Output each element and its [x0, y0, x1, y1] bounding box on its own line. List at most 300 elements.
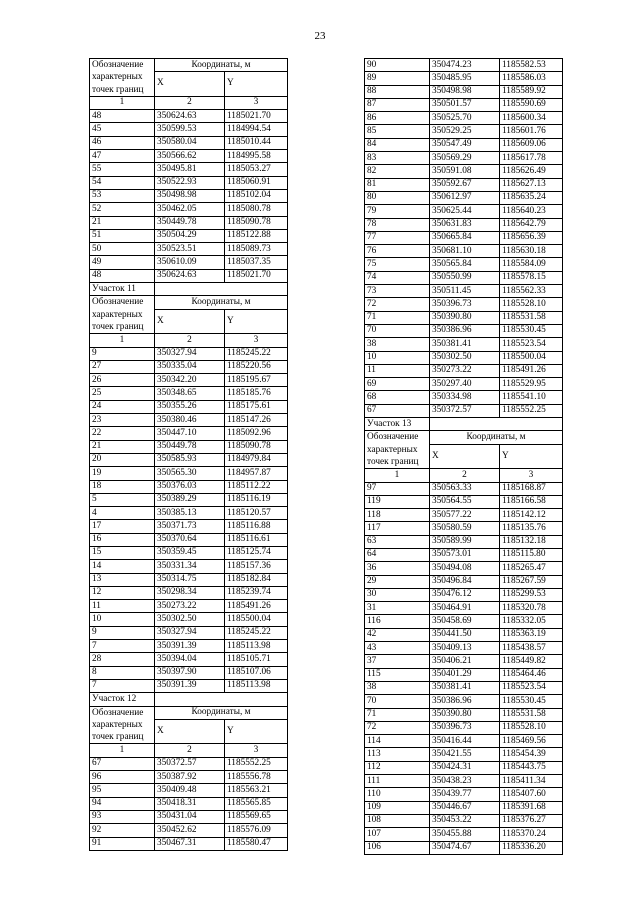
designation-header — [365, 431, 430, 469]
y-coordinate-cell: 1185562.33 — [500, 285, 563, 298]
x-coordinate-cell: 350409.13 — [430, 642, 500, 655]
x-coordinate-cell: 350504.29 — [155, 229, 225, 242]
y-coordinate-cell: 1184957.87 — [225, 467, 288, 480]
y-coordinate-cell: 1185053.27 — [225, 163, 288, 176]
designation-header — [90, 706, 155, 744]
point-number-cell: 91 — [90, 837, 155, 850]
table-row — [90, 229, 288, 242]
point-number-cell: 48 — [90, 110, 155, 123]
y-coordinate-cell: 1185245.22 — [225, 626, 288, 639]
header-row — [90, 296, 288, 309]
point-number-cell: 68 — [365, 391, 430, 404]
y-coordinate-cell: 1185168.87 — [500, 482, 563, 495]
point-number-cell: 47 — [90, 150, 155, 163]
column-number: 3 — [225, 744, 288, 757]
x-coordinate-cell: 350390.80 — [430, 708, 500, 721]
section-title: Участок 12 — [90, 693, 155, 706]
page-number: 23 — [314, 30, 326, 42]
y-coordinate-cell: 1185580.47 — [225, 837, 288, 850]
table-row — [365, 801, 563, 814]
x-coordinate-cell: 350496.84 — [430, 575, 500, 588]
y-coordinate-cell: 1185454.39 — [500, 748, 563, 761]
x-header: X — [155, 72, 225, 97]
designation-header-line: точек границ — [367, 456, 419, 467]
x-coordinate-cell: 350610.09 — [155, 256, 225, 269]
y-coordinate-cell: 1185500.04 — [225, 613, 288, 626]
x-coordinate-cell: 350665.84 — [430, 231, 500, 244]
table-row — [90, 493, 288, 506]
table-row — [365, 311, 563, 324]
point-number-cell: 46 — [90, 136, 155, 149]
y-coordinate-cell: 1185552.25 — [225, 757, 288, 770]
y-coordinate-cell: 1185135.76 — [500, 522, 563, 535]
table-row — [90, 243, 288, 256]
y-coordinate-cell: 1185182.84 — [225, 573, 288, 586]
x-coordinate-cell: 350458.69 — [430, 615, 500, 628]
x-coordinate-cell: 350498.98 — [430, 85, 500, 98]
x-coordinate-cell: 350421.55 — [430, 748, 500, 761]
point-number-cell: 73 — [365, 285, 430, 298]
y-coordinate-cell: 1185635.24 — [500, 191, 563, 204]
x-coordinate-cell: 350381.41 — [430, 681, 500, 694]
y-coordinate-cell: 1185627.13 — [500, 178, 563, 191]
coordinates-header: Координаты, м — [155, 706, 288, 719]
point-number-cell: 13 — [90, 573, 155, 586]
point-number-cell: 25 — [90, 387, 155, 400]
table-row — [90, 150, 288, 163]
y-coordinate-cell: 1185530.45 — [500, 695, 563, 708]
table-row — [90, 400, 288, 413]
table-row — [365, 748, 563, 761]
x-coordinate-cell: 350441.50 — [430, 628, 500, 641]
x-coordinate-cell: 350406.21 — [430, 655, 500, 668]
x-coordinate-cell: 350396.73 — [430, 721, 500, 734]
point-number-cell: 115 — [365, 668, 430, 681]
y-coordinate-cell: 1185116.19 — [225, 493, 288, 506]
y-coordinate-cell: 1185185.76 — [225, 387, 288, 400]
table-row — [90, 520, 288, 533]
table-row — [365, 152, 563, 165]
x-header: X — [155, 309, 225, 334]
x-coordinate-cell: 350348.65 — [155, 387, 225, 400]
designation-header-line: Обозначение — [92, 60, 144, 70]
column-number: 3 — [225, 96, 288, 109]
y-coordinate-cell: 1185147.26 — [225, 414, 288, 427]
y-coordinate-cell: 1185115.80 — [500, 548, 563, 561]
table-row — [90, 653, 288, 666]
y-coordinate-cell: 1185102.04 — [225, 189, 288, 202]
y-coordinate-cell: 1185080.78 — [225, 203, 288, 216]
table-row — [90, 176, 288, 189]
x-coordinate-cell: 350563.33 — [430, 482, 500, 495]
x-coordinate-cell: 350372.57 — [430, 404, 500, 417]
section-title: Участок 13 — [365, 418, 430, 431]
table-row — [90, 679, 288, 692]
point-number-cell: 70 — [365, 324, 430, 337]
y-coordinate-cell: 1184994.54 — [225, 123, 288, 136]
y-coordinate-cell: 1185443.75 — [500, 761, 563, 774]
header-row — [90, 706, 288, 719]
table-row — [365, 788, 563, 801]
section-row — [90, 283, 288, 296]
section-row — [365, 418, 563, 431]
point-number-cell: 118 — [365, 509, 430, 522]
table-row — [90, 123, 288, 136]
table-row — [365, 814, 563, 827]
y-coordinate-cell: 1185265.47 — [500, 562, 563, 575]
point-number-cell: 19 — [90, 467, 155, 480]
section-empty-cell — [430, 418, 563, 431]
y-coordinate-cell: 1184995.58 — [225, 150, 288, 163]
table-row — [365, 841, 563, 854]
x-coordinate-cell: 350370.64 — [155, 533, 225, 546]
point-number-cell: 17 — [90, 520, 155, 533]
table-row — [365, 324, 563, 337]
x-coordinate-cell: 350389.29 — [155, 493, 225, 506]
x-header: X — [155, 719, 225, 744]
column-number: 2 — [155, 96, 225, 109]
table-row — [90, 757, 288, 770]
x-coordinate-cell: 350462.05 — [155, 203, 225, 216]
designation-header — [90, 59, 155, 97]
table-row — [365, 602, 563, 615]
x-coordinate-cell: 350599.53 — [155, 123, 225, 136]
point-number-cell: 112 — [365, 761, 430, 774]
table-row — [90, 374, 288, 387]
y-coordinate-cell: 1185267.59 — [500, 575, 563, 588]
y-coordinate-cell: 1185125.74 — [225, 546, 288, 559]
table-row — [90, 533, 288, 546]
x-coordinate-cell: 350612.97 — [430, 191, 500, 204]
x-coordinate-cell: 350452.62 — [155, 824, 225, 837]
x-coordinate-cell: 350391.39 — [155, 640, 225, 653]
point-number-cell: 11 — [365, 364, 430, 377]
x-coordinate-cell: 350416.44 — [430, 735, 500, 748]
point-number-cell: 108 — [365, 814, 430, 827]
x-coordinate-cell: 350327.94 — [155, 347, 225, 360]
point-number-cell: 53 — [90, 189, 155, 202]
header-row — [365, 431, 563, 444]
point-number-cell: 38 — [365, 338, 430, 351]
x-coordinate-cell: 350297.40 — [430, 378, 500, 391]
point-number-cell: 7 — [90, 640, 155, 653]
table-row — [90, 216, 288, 229]
point-number-cell: 20 — [90, 453, 155, 466]
y-coordinate-cell: 1185391.68 — [500, 801, 563, 814]
y-coordinate-cell: 1185299.53 — [500, 588, 563, 601]
table-row — [365, 351, 563, 364]
table-row — [365, 231, 563, 244]
x-coordinate-cell: 350449.78 — [155, 440, 225, 453]
y-coordinate-cell: 1185370.24 — [500, 828, 563, 841]
x-coordinate-cell: 350447.10 — [155, 427, 225, 440]
point-number-cell: 26 — [90, 374, 155, 387]
table-row — [365, 165, 563, 178]
y-coordinate-cell: 1185541.10 — [500, 391, 563, 404]
table-row — [365, 615, 563, 628]
point-number-cell: 69 — [365, 378, 430, 391]
point-number-cell: 92 — [90, 824, 155, 837]
y-coordinate-cell: 1185220.56 — [225, 360, 288, 373]
x-coordinate-cell: 350580.04 — [155, 136, 225, 149]
point-number-cell: 38 — [365, 681, 430, 694]
y-header: Y — [225, 309, 288, 334]
table-row — [90, 467, 288, 480]
x-coordinate-cell: 350327.94 — [155, 626, 225, 639]
point-number-cell: 82 — [365, 165, 430, 178]
y-coordinate-cell: 1185630.18 — [500, 245, 563, 258]
point-number-cell: 23 — [90, 414, 155, 427]
table-row — [365, 258, 563, 271]
point-number-cell: 109 — [365, 801, 430, 814]
table-row — [90, 360, 288, 373]
table-row — [365, 495, 563, 508]
designation-header-line: характерных — [92, 309, 143, 320]
y-coordinate-cell: 1185332.05 — [500, 615, 563, 628]
x-coordinate-cell: 350446.67 — [430, 801, 500, 814]
x-coordinate-cell: 350342.20 — [155, 374, 225, 387]
table-row — [90, 480, 288, 493]
x-coordinate-cell: 350547.49 — [430, 138, 500, 151]
designation-header-line: Обозначение — [92, 707, 144, 718]
y-coordinate-cell: 1185552.25 — [500, 404, 563, 417]
point-number-cell: 21 — [90, 440, 155, 453]
point-number-cell: 119 — [365, 495, 430, 508]
x-coordinate-cell: 350585.93 — [155, 453, 225, 466]
header-row — [90, 59, 288, 72]
y-coordinate-cell: 1185578.15 — [500, 271, 563, 284]
y-coordinate-cell: 1185407.60 — [500, 788, 563, 801]
table-row — [365, 775, 563, 788]
y-coordinate-cell: 1185336.20 — [500, 841, 563, 854]
x-coordinate-cell: 350501.57 — [430, 98, 500, 111]
x-coordinate-cell: 350565.30 — [155, 467, 225, 480]
x-coordinate-cell: 350355.26 — [155, 400, 225, 413]
y-coordinate-cell: 1185105.71 — [225, 653, 288, 666]
y-coordinate-cell: 1185600.34 — [500, 112, 563, 125]
table-row — [365, 364, 563, 377]
x-coordinate-cell: 350359.45 — [155, 546, 225, 559]
y-coordinate-cell: 1185529.95 — [500, 378, 563, 391]
x-coordinate-cell: 350529.25 — [430, 125, 500, 138]
table-row — [90, 256, 288, 269]
y-coordinate-cell: 1185589.92 — [500, 85, 563, 98]
y-coordinate-cell: 1185411.34 — [500, 775, 563, 788]
x-header: X — [430, 444, 500, 469]
x-coordinate-cell: 350485.95 — [430, 72, 500, 85]
x-coordinate-cell: 350335.04 — [155, 360, 225, 373]
table-row — [365, 85, 563, 98]
y-coordinate-cell: 1185037.35 — [225, 256, 288, 269]
table-row — [365, 404, 563, 417]
table-row — [90, 586, 288, 599]
point-number-cell: 42 — [365, 628, 430, 641]
x-coordinate-cell: 350522.93 — [155, 176, 225, 189]
y-header: Y — [500, 444, 563, 469]
x-coordinate-cell: 350525.70 — [430, 112, 500, 125]
point-number-cell: 31 — [365, 602, 430, 615]
x-coordinate-cell: 350577.22 — [430, 509, 500, 522]
designation-header-line: Обозначение — [367, 432, 419, 443]
column-number: 3 — [500, 469, 563, 482]
x-coordinate-cell: 350431.04 — [155, 810, 225, 823]
x-coordinate-cell: 350401.29 — [430, 668, 500, 681]
table-row — [365, 338, 563, 351]
point-number-cell: 75 — [365, 258, 430, 271]
point-number-cell: 89 — [365, 72, 430, 85]
table-row — [365, 509, 563, 522]
x-coordinate-cell: 350394.04 — [155, 653, 225, 666]
table-row — [365, 391, 563, 404]
point-number-cell: 24 — [90, 400, 155, 413]
x-coordinate-cell: 350397.90 — [155, 666, 225, 679]
y-coordinate-cell: 1185584.09 — [500, 258, 563, 271]
table-row — [365, 588, 563, 601]
point-number-cell: 111 — [365, 775, 430, 788]
table-row — [90, 136, 288, 149]
y-coordinate-cell: 1185112.22 — [225, 480, 288, 493]
designation-header-line: характерных — [92, 72, 143, 83]
table-row — [365, 695, 563, 708]
x-coordinate-cell: 350391.39 — [155, 679, 225, 692]
table-row — [365, 191, 563, 204]
point-number-cell: 72 — [365, 721, 430, 734]
column-number: 3 — [225, 334, 288, 347]
y-coordinate-cell: 1185060.91 — [225, 176, 288, 189]
table-row — [365, 298, 563, 311]
table-row — [90, 613, 288, 626]
column-number: 1 — [365, 469, 430, 482]
x-coordinate-cell: 350495.81 — [155, 163, 225, 176]
x-coordinate-cell: 350386.96 — [430, 324, 500, 337]
y-coordinate-cell: 1185122.88 — [225, 229, 288, 242]
point-number-cell: 116 — [365, 615, 430, 628]
point-number-cell: 49 — [90, 256, 155, 269]
x-coordinate-cell: 350565.84 — [430, 258, 500, 271]
y-coordinate-cell: 1185491.26 — [500, 364, 563, 377]
table-row — [90, 203, 288, 216]
y-coordinate-cell: 1185601.76 — [500, 125, 563, 138]
point-number-cell: 90 — [365, 59, 430, 72]
point-number-cell: 74 — [365, 271, 430, 284]
x-coordinate-cell: 350439.77 — [430, 788, 500, 801]
column-number: 2 — [155, 334, 225, 347]
x-coordinate-cell: 350625.44 — [430, 205, 500, 218]
point-number-cell: 117 — [365, 522, 430, 535]
y-coordinate-cell: 1185157.36 — [225, 560, 288, 573]
x-coordinate-cell: 350523.51 — [155, 243, 225, 256]
x-coordinate-cell: 350681.10 — [430, 245, 500, 258]
point-number-cell: 48 — [90, 269, 155, 282]
column-number-row — [90, 96, 288, 109]
point-number-cell: 30 — [365, 588, 430, 601]
point-number-cell: 15 — [90, 546, 155, 559]
point-number-cell: 18 — [90, 480, 155, 493]
x-coordinate-cell: 350334.98 — [430, 391, 500, 404]
x-coordinate-cell: 350273.22 — [155, 600, 225, 613]
table-row — [365, 708, 563, 721]
y-coordinate-cell: 1185120.57 — [225, 507, 288, 520]
y-coordinate-cell: 1185464.46 — [500, 668, 563, 681]
table-row — [365, 735, 563, 748]
point-number-cell: 79 — [365, 205, 430, 218]
x-coordinate-cell: 350498.98 — [155, 189, 225, 202]
table-row — [90, 546, 288, 559]
table-row — [90, 427, 288, 440]
column-number: 1 — [90, 744, 155, 757]
x-coordinate-cell: 350372.57 — [155, 757, 225, 770]
y-header: Y — [225, 72, 288, 97]
point-number-cell: 8 — [90, 666, 155, 679]
table-row — [365, 828, 563, 841]
table-row — [365, 642, 563, 655]
point-number-cell: 77 — [365, 231, 430, 244]
y-coordinate-cell: 1185245.22 — [225, 347, 288, 360]
y-coordinate-cell: 1185576.09 — [225, 824, 288, 837]
designation-header-line: точек границ — [92, 84, 144, 95]
table-row — [365, 59, 563, 72]
point-number-cell: 45 — [90, 123, 155, 136]
section-empty-cell — [155, 283, 288, 296]
table-row — [365, 378, 563, 391]
table-row — [365, 655, 563, 668]
table-row — [365, 205, 563, 218]
column-number-row — [365, 469, 563, 482]
point-number-cell: 107 — [365, 828, 430, 841]
x-coordinate-cell: 350390.80 — [430, 311, 500, 324]
y-coordinate-cell: 1185166.58 — [500, 495, 563, 508]
y-coordinate-cell: 1185132.18 — [500, 535, 563, 548]
y-coordinate-cell: 1185363.19 — [500, 628, 563, 641]
x-coordinate-cell: 350302.50 — [430, 351, 500, 364]
y-coordinate-cell: 1185376.27 — [500, 814, 563, 827]
table-row — [90, 640, 288, 653]
y-coordinate-cell: 1184979.84 — [225, 453, 288, 466]
y-coordinate-cell: 1185500.04 — [500, 351, 563, 364]
x-coordinate-cell: 350455.88 — [430, 828, 500, 841]
y-coordinate-cell: 1185609.06 — [500, 138, 563, 151]
x-coordinate-cell: 350424.31 — [430, 761, 500, 774]
designation-header-line: Обозначение — [92, 297, 144, 308]
point-number-cell: 43 — [365, 642, 430, 655]
x-coordinate-cell: 350273.22 — [430, 364, 500, 377]
point-number-cell: 67 — [90, 757, 155, 770]
point-number-cell: 10 — [90, 613, 155, 626]
x-coordinate-cell: 350631.83 — [430, 218, 500, 231]
x-coordinate-cell: 350573.01 — [430, 548, 500, 561]
table-row — [365, 575, 563, 588]
y-coordinate-cell: 1185090.78 — [225, 216, 288, 229]
point-number-cell: 71 — [365, 708, 430, 721]
point-number-cell: 88 — [365, 85, 430, 98]
designation-header-line: точек границ — [92, 732, 144, 743]
table-row — [365, 112, 563, 125]
y-coordinate-cell: 1185113.98 — [225, 640, 288, 653]
y-coordinate-cell: 1185116.88 — [225, 520, 288, 533]
table-row — [90, 573, 288, 586]
x-coordinate-cell: 350550.99 — [430, 271, 500, 284]
point-number-cell: 95 — [90, 784, 155, 797]
table-row — [365, 245, 563, 258]
y-coordinate-cell: 1185021.70 — [225, 269, 288, 282]
y-coordinate-cell: 1185239.74 — [225, 586, 288, 599]
point-number-cell: 5 — [90, 493, 155, 506]
y-coordinate-cell: 1185642.79 — [500, 218, 563, 231]
coordinates-header: Координаты, м — [155, 59, 288, 72]
column-number: 2 — [430, 469, 500, 482]
x-coordinate-cell: 350396.73 — [430, 298, 500, 311]
point-number-cell: 67 — [365, 404, 430, 417]
